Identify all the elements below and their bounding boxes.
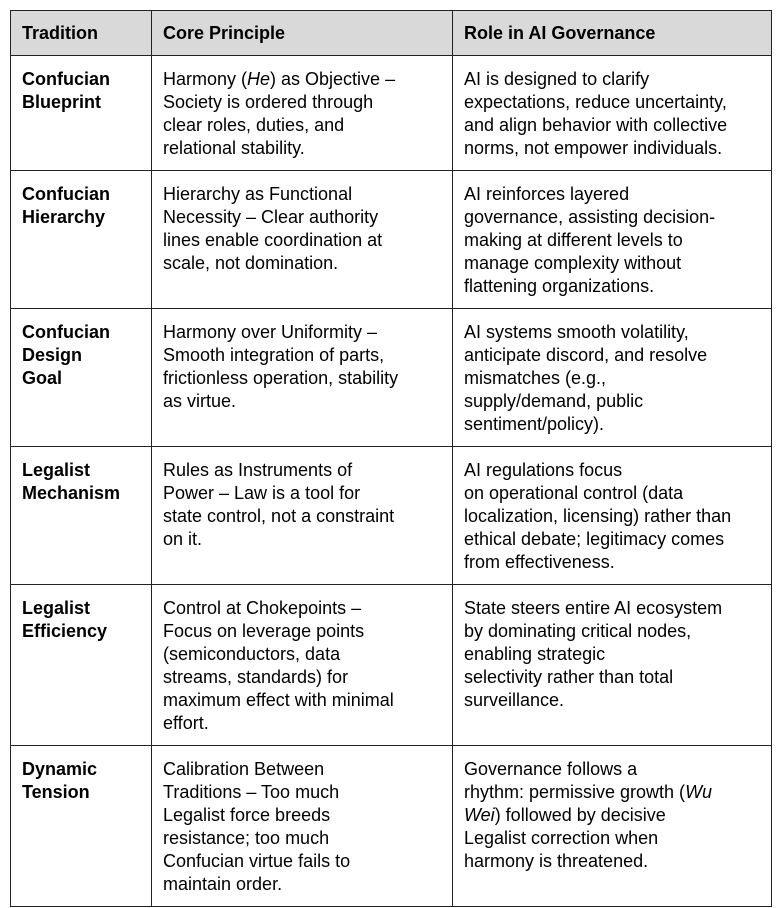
text-segment: Calibration Between [163,759,325,779]
text-segment: relational stability. [163,138,305,158]
role-line [464,344,761,367]
italic-term: Wu [685,782,713,802]
tradition-line: Efficiency [22,621,108,641]
text-segment: effort. [163,713,209,733]
role-line [464,206,761,229]
principle-line [163,390,442,413]
text-segment: and align behavior with collective [464,115,728,135]
text-segment: frictionless operation, stability [163,368,399,388]
principle-line [163,183,442,206]
principle-line [163,367,442,390]
table-row [11,447,772,585]
principle-line [163,689,442,712]
tradition-line: Design [22,345,83,365]
text-segment: Focus on leverage points [163,621,365,641]
text-segment: surveillance. [464,690,565,710]
principle-line [163,712,442,735]
role-line [464,643,761,666]
role-line [464,413,761,436]
text-segment: ) followed by decisive [494,805,666,825]
text-segment: Smooth integration of parts, [163,345,385,365]
text-segment: Legalist correction when [464,828,659,848]
principle-line [163,91,442,114]
role-line [464,781,761,804]
role-line [464,91,761,114]
role-line [464,229,761,252]
table-row [11,585,772,746]
role-line [464,505,761,528]
text-segment: sentiment/policy). [464,414,605,434]
tradition-line: Confucian [22,322,110,342]
tradition-cell [11,56,152,171]
role-line [464,275,761,298]
text-segment: Confucian virtue fails to [163,851,351,871]
principle-line [163,620,442,643]
text-segment: mismatches (e.g., [464,368,607,388]
principle-line [163,873,442,896]
text-segment: AI regulations focus [464,460,623,480]
text-segment: on it. [163,529,203,549]
tradition-line: Confucian [22,184,110,204]
principle-line [163,597,442,620]
governance-traditions-table [10,10,772,907]
text-segment: clear roles, duties, and [163,115,345,135]
text-segment: lines enable coordination at [163,230,383,250]
role-line [464,551,761,574]
text-segment: Governance follows a [464,759,638,779]
principle-line [163,229,442,252]
tradition-cell [11,585,152,746]
principle-line [163,137,442,160]
text-segment: rhythm: permissive growth ( [464,782,686,802]
role-cell [453,746,772,907]
text-segment: maximum effect with minimal [163,690,394,710]
header-core-principle: Core Principle [152,11,453,56]
text-segment: AI is designed to clarify [464,69,650,89]
text-segment: manage complexity without [464,253,682,273]
role-line [464,758,761,781]
text-segment: Necessity – Clear authority [163,207,379,227]
principle-line [163,827,442,850]
text-segment: supply/demand, public [464,391,644,411]
role-line [464,68,761,91]
text-segment: State steers entire AI ecosystem [464,598,723,618]
principle-line [163,114,442,137]
role-line [464,137,761,160]
tradition-line: Mechanism [22,483,121,503]
text-segment: norms, not empower individuals. [464,138,723,158]
text-segment: ) as Objective – [270,69,396,89]
principle-line [163,482,442,505]
tradition-line: Blueprint [22,92,101,112]
role-cell [453,585,772,746]
italic-term: Wei [464,805,495,825]
role-line [464,620,761,643]
principle-line [163,758,442,781]
core-principle-cell [152,56,453,171]
text-segment: AI systems smooth volatility, [464,322,689,342]
principle-line [163,206,442,229]
role-line [464,528,761,551]
text-segment: enabling strategic [464,644,606,664]
core-principle-cell [152,309,453,447]
text-segment: Legalist force breeds [163,805,331,825]
core-principle-cell [152,447,453,585]
text-segment: AI reinforces layered [464,184,630,204]
text-segment: by dominating critical nodes, [464,621,692,641]
principle-line [163,804,442,827]
core-principle-cell [152,171,453,309]
principle-line [163,68,442,91]
text-segment: state control, not a constraint [163,506,395,526]
core-principle-cell [152,585,453,746]
tradition-line: Goal [22,368,63,388]
principle-line [163,344,442,367]
text-segment: Power – Law is a tool for [163,483,361,503]
text-segment: Society is ordered through [163,92,374,112]
text-segment: making at different levels to [464,230,683,250]
text-segment: Harmony ( [163,69,248,89]
header-row [11,11,772,56]
principle-line [163,643,442,666]
tradition-cell [11,447,152,585]
tradition-line: Hierarchy [22,207,106,227]
tradition-cell [11,171,152,309]
principle-line [163,321,442,344]
principle-line [163,505,442,528]
table-row [11,746,772,907]
principle-line [163,666,442,689]
text-segment: expectations, reduce uncertainty, [464,92,727,112]
role-line [464,114,761,137]
text-segment: governance, assisting decision- [464,207,716,227]
role-line [464,390,761,413]
text-segment: Traditions – Too much [163,782,340,802]
table-row [11,309,772,447]
role-line [464,183,761,206]
role-line [464,252,761,275]
tradition-cell [11,309,152,447]
text-segment: as virtue. [163,391,237,411]
role-cell [453,171,772,309]
text-segment: Control at Chokepoints – [163,598,362,618]
role-line [464,850,761,873]
header-tradition: Tradition [11,11,152,56]
principle-line [163,459,442,482]
principle-line [163,252,442,275]
text-segment: (semiconductors, data [163,644,341,664]
text-segment: Hierarchy as Functional [163,184,353,204]
text-segment: selectivity rather than total [464,667,674,687]
header-role: Role in AI Governance [453,11,772,56]
principle-line [163,850,442,873]
table-row [11,56,772,171]
role-line [464,367,761,390]
role-line [464,827,761,850]
tradition-line: Confucian [22,69,110,89]
principle-line [163,781,442,804]
role-cell [453,56,772,171]
text-segment: from effectiveness. [464,552,615,572]
principle-line [163,528,442,551]
role-cell [453,447,772,585]
italic-term: He [247,69,271,89]
role-line [464,321,761,344]
text-segment: streams, standards) for [163,667,349,687]
tradition-line: Legalist [22,460,91,480]
role-line [464,666,761,689]
text-segment: Harmony over Uniformity – [163,322,378,342]
tradition-line: Tension [22,782,90,802]
text-segment: Rules as Instruments of [163,460,353,480]
role-cell [453,309,772,447]
text-segment: anticipate discord, and resolve [464,345,708,365]
role-line [464,459,761,482]
table-row [11,171,772,309]
text-segment: maintain order. [163,874,283,894]
text-segment: localization, licensing) rather than [464,506,732,526]
role-line [464,689,761,712]
text-segment: on operational control (data [464,483,684,503]
role-line [464,482,761,505]
tradition-line: Dynamic [22,759,98,779]
text-segment: ethical debate; legitimacy comes [464,529,725,549]
role-line [464,804,761,827]
tradition-line: Legalist [22,598,91,618]
text-segment: scale, not domination. [163,253,339,273]
text-segment: harmony is threatened. [464,851,649,871]
core-principle-cell [152,746,453,907]
text-segment: resistance; too much [163,828,330,848]
text-segment: flattening organizations. [464,276,655,296]
role-line [464,597,761,620]
tradition-cell [11,746,152,907]
